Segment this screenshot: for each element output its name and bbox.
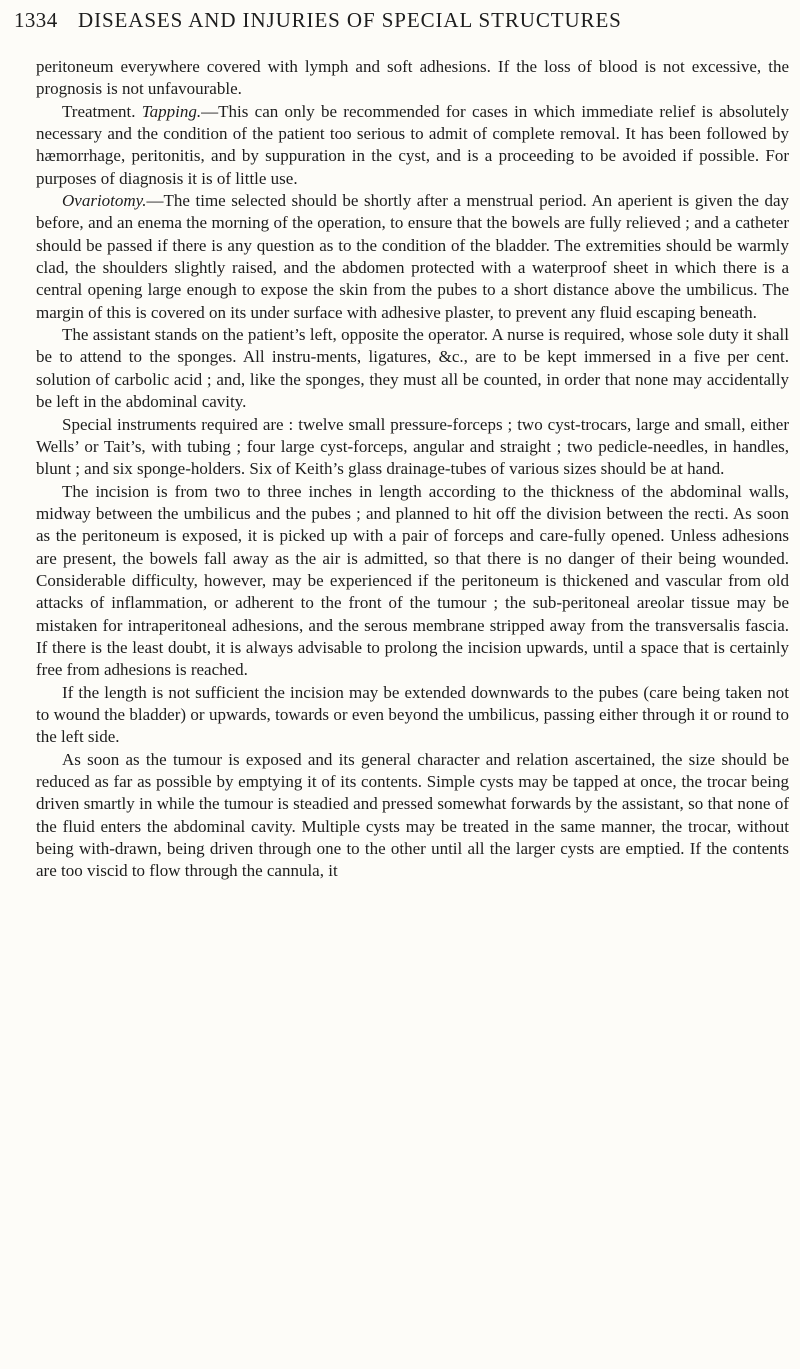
- paragraph-text: If the length is not sufficient the incision may be extended downwards to the pubes (care being taken not to wound the bladder) or upwards, towards or even beyond the umbilicus, passing either through it or round to the left side.: [36, 682, 789, 747]
- paragraph-assistant: [36, 324, 789, 413]
- subsection-heading-tapping: Tapping.: [141, 101, 202, 121]
- paragraph-text: As soon as the tumour is exposed and its general character and relation ascertained, the size should be reduced as far as possible by emptying it of its contents. Simple cysts may be tapped at once, the trocar being driven smartly in while the tumour is steadied and pressed somewhat forwards by the assistant, so that none of the fluid enters the abdominal cavity. Multiple cysts may be treated in the same manner, the trocar, without being with-drawn, being driven through one to the other until all the larger cysts are emptied. If the contents are too viscid to flow through the cannula, it: [36, 749, 789, 881]
- paragraph-continuation: [36, 56, 789, 101]
- paragraph-treatment-tapping: [36, 101, 789, 190]
- paragraph-tumour-exposed: [36, 749, 789, 883]
- paragraph-text: Special instruments required are : twelve small pressure-forceps ; two cyst-trocars, large and small, either Wells’ or Tait’s, with tubing ; four large cyst-forceps, angular and straight ; two pedicle-needles, in handles, blunt ; and six sponge-holders. Six of Keith’s glass drainage-tubes of various sizes should be at hand.: [36, 414, 789, 479]
- page-number: 1334: [14, 8, 58, 32]
- paragraph-extension: [36, 682, 789, 749]
- paragraph-instruments: [36, 414, 789, 481]
- paragraph-text: The incision is from two to three inches in length according to the thickness of the abdominal walls, midway between the umbilicus and the pubes ; and planned to hit off the division between the recti. As soon as the peritoneum is exposed, it is picked up with a pair of forceps and care-fully opened. Unless adhesions are present, the bowels fall away as the air is admitted, so that there is no danger of their being wounded. Considerable difficulty, however, may be experienced if the peritoneum is thickened and vascular from old attacks of inflammation, or adherent to the front of the tumour ; the sub-peritoneal areolar tissue may be mistaken for intraperitoneal adhesions, and the serous membrane stripped away from the transversalis fascia. If there is the least doubt, it is always advisable to prolong the incision upwards, until a space that is certainly free from adhesions is reached.: [36, 481, 789, 680]
- paragraph-incision: [36, 481, 789, 682]
- paragraph-text: —This can only be recommended for cases in which immediate relief is absolutely necessary and the condition of the patient too serious to admit of complete removal. It has been followed by hæmorrhage, peritonitis, and by suppuration in the cyst, and is a proceeding to be avoided if possible. For purposes of diagnosis it is of little use.: [36, 101, 789, 188]
- running-head: [14, 8, 786, 44]
- paragraph-text: The assistant stands on the patient’s left, opposite the operator. A nurse is required, whose sole duty it shall be to attend to the sponges. All instru-ments, ligatures, &c., are to be kept immersed in a five per cent. solution of carbolic acid ; and, like the sponges, they must all be counted, in order that none may accidentally be left in the abdominal cavity.: [36, 325, 789, 412]
- paragraph-text: —The time selected should be shortly after a menstrual period. An aperient is given the day before, and an enema the morning of the operation, to ensure that the bowels are fully relieved ; and a catheter should be passed if there is any question as to the condition of the bladder. The extremities should be warmly clad, the shoulders slightly raised, and the abdomen protected with a waterproof sheet in which there is a central opening large enough to expose the skin from the pubes to a short distance above the umbilicus. The margin of this is covered on its under surface with adhesive plaster, to prevent any fluid escaping beneath.: [36, 191, 789, 322]
- paragraph-ovariotomy: [36, 190, 789, 324]
- running-title: DISEASES AND INJURIES OF SPECIAL STRUCTURES: [78, 8, 622, 32]
- subsection-heading-ovariotomy: Ovariotomy.: [62, 191, 147, 211]
- paragraph-text: peritoneum everywhere covered with lymph and soft adhesions. If the loss of blood is not excessive, the prognosis is not unfavourable.: [36, 57, 789, 99]
- body-text: [36, 56, 789, 883]
- section-label: Treatment.: [62, 101, 136, 121]
